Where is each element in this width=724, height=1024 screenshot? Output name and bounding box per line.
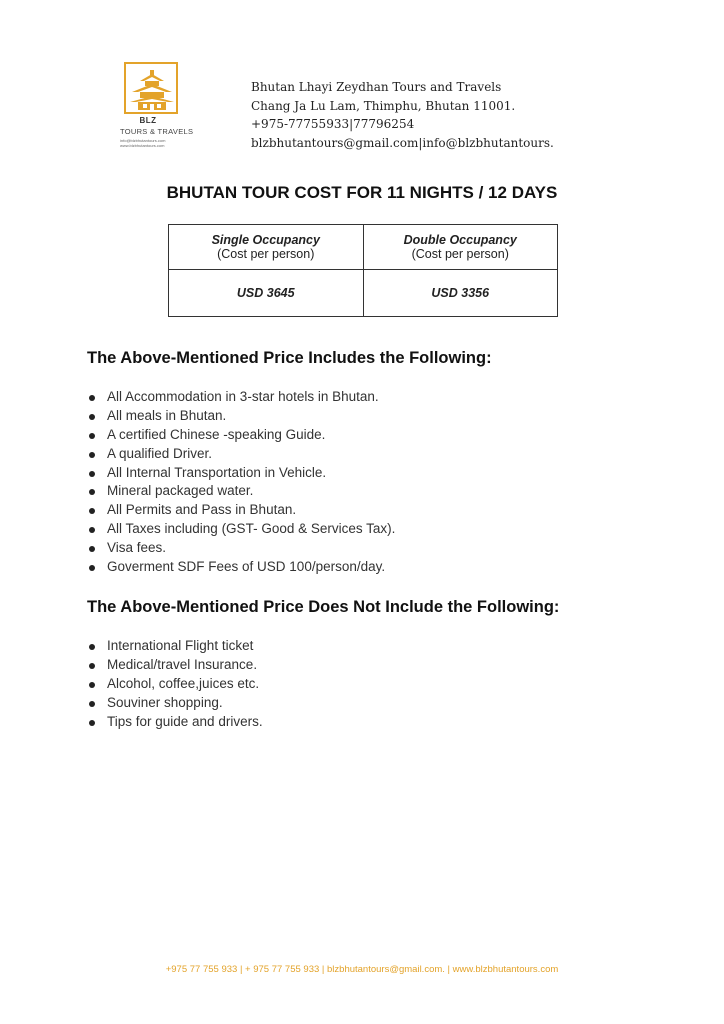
single-occupancy-heading: Single Occupancy bbox=[211, 233, 320, 247]
company-contact-block bbox=[251, 78, 554, 152]
includes-heading: The Above-Mentioned Price Includes the Following: bbox=[87, 349, 492, 367]
double-occupancy-price: USD 3356 bbox=[363, 270, 558, 317]
company-phone: +975-77755933|77796254 bbox=[251, 117, 415, 131]
dzong-roof-icon bbox=[130, 70, 174, 110]
single-occupancy-subheading: (Cost per person) bbox=[217, 247, 315, 261]
list-item: Visa fees. bbox=[87, 539, 395, 558]
list-item: International Flight ticket bbox=[87, 637, 263, 656]
single-occupancy-price: USD 3645 bbox=[169, 270, 364, 317]
logo-tagline: TOURS & TRAVELS bbox=[120, 127, 194, 136]
footer-contact: +975 77 755 933 | + 975 77 755 933 | blzbhutantours@gmail.com. | www.blzbhutantours.com bbox=[165, 964, 559, 975]
single-occupancy-header bbox=[169, 225, 364, 270]
excludes-heading: The Above-Mentioned Price Does Not Include the Following: bbox=[87, 598, 560, 616]
list-item: A qualified Driver. bbox=[87, 445, 395, 464]
company-address: Chang Ja Lu Lam, Thimphu, Bhutan 11001. bbox=[251, 98, 516, 113]
list-item: All Permits and Pass in Bhutan. bbox=[87, 501, 395, 520]
page-title: BHUTAN TOUR COST FOR 11 NIGHTS / 12 DAYS bbox=[166, 183, 558, 202]
logo-email: info@blzbhutantours.com bbox=[120, 138, 166, 143]
excludes-list bbox=[87, 637, 263, 731]
double-occupancy-subheading: (Cost per person) bbox=[411, 247, 509, 261]
company-email[interactable]: blzbhutantours@gmail.com|info@blzbhutantours. bbox=[251, 135, 554, 150]
list-item: Souviner shopping. bbox=[87, 694, 263, 713]
list-item: All meals in Bhutan. bbox=[87, 407, 395, 426]
logo-website: www.blzbhutantours.com bbox=[120, 143, 165, 148]
double-occupancy-header bbox=[363, 225, 558, 270]
logo-frame bbox=[124, 62, 178, 114]
cost-table-header-row bbox=[169, 225, 558, 270]
company-logo bbox=[120, 62, 200, 154]
double-occupancy-heading: Double Occupancy bbox=[403, 233, 517, 247]
list-item: All Internal Transportation in Vehicle. bbox=[87, 464, 395, 483]
includes-list bbox=[87, 388, 395, 577]
list-item: All Accommodation in 3-star hotels in Bhutan. bbox=[87, 388, 395, 407]
logo-abbr: BLZ bbox=[139, 116, 157, 125]
list-item: Mineral packaged water. bbox=[87, 482, 395, 501]
list-item: Tips for guide and drivers. bbox=[87, 713, 263, 732]
company-name: Bhutan Lhayi Zeydhan Tours and Travels bbox=[251, 80, 502, 94]
list-item: Alcohol, coffee,juices etc. bbox=[87, 675, 263, 694]
list-item: All Taxes including (GST- Good & Services Tax). bbox=[87, 520, 395, 539]
cost-table bbox=[168, 224, 558, 317]
cost-table-price-row bbox=[169, 270, 558, 317]
list-item: Goverment SDF Fees of USD 100/person/day. bbox=[87, 558, 395, 577]
list-item: Medical/travel Insurance. bbox=[87, 656, 263, 675]
list-item: A certified Chinese -speaking Guide. bbox=[87, 426, 395, 445]
